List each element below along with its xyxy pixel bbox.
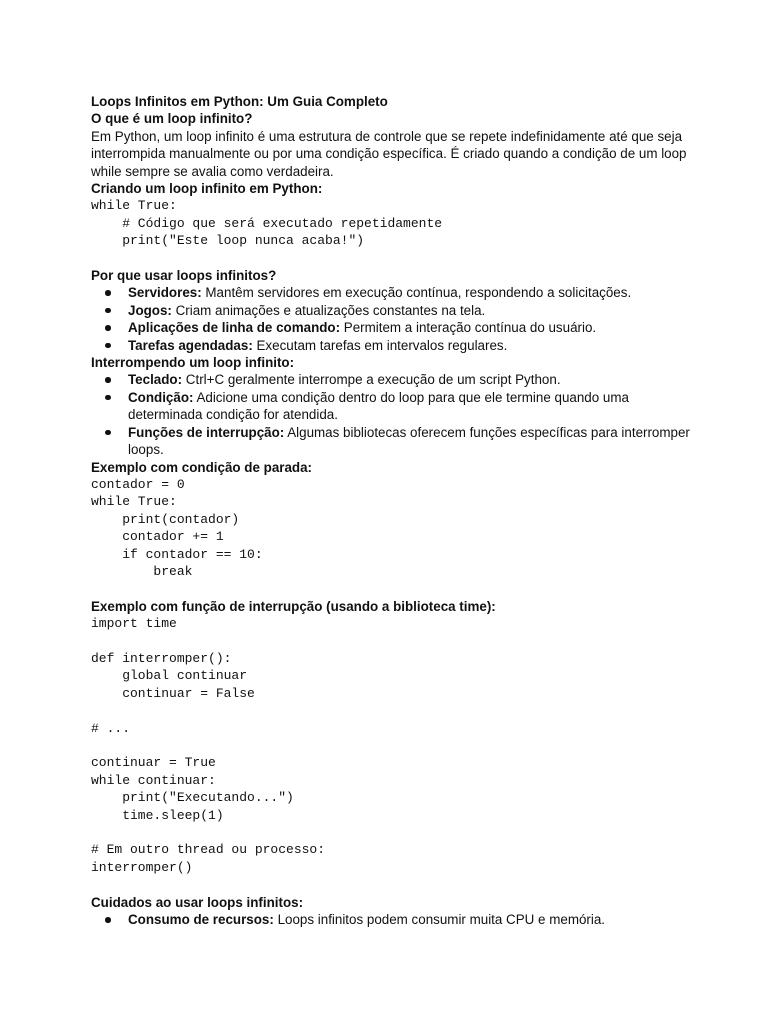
list-item [91,302,691,319]
heading-creating: Criando um loop infinito em Python: [91,181,323,197]
list-why [91,284,691,354]
item-text: Loops infinitos podem consumir muita CPU e memória. [273,912,606,928]
bullet-icon [105,917,111,923]
spacer [91,876,691,893]
bullet-icon [105,377,111,383]
list-item [91,319,691,336]
bullet-icon [105,395,111,401]
heading-example-stop: Exemplo com condição de parada: [91,459,313,475]
list-item [91,371,691,388]
heading-example-interrupt: Exemplo com função de interrupção (usando a biblioteca time): [91,598,496,614]
item-term: Tarefas agendadas: [128,337,253,353]
code-block-example-stop: contador = 0 while True: print(contador) contador += 1 if contador == 10: break [91,476,263,579]
item-text: Permitem a interação contínua do usuário. [340,320,597,336]
spacer [91,580,691,597]
bullet-icon [105,343,111,349]
item-term: Consumo de recursos: [128,912,274,928]
heading-what-is: O que é um loop infinito? [91,111,253,127]
bullet-icon [105,308,111,314]
item-text: Ctrl+C geralmente interrompe a execução de um script Python. [182,372,561,388]
document-page [91,93,691,928]
list-item [91,911,691,928]
item-term: Condição: [128,389,194,405]
bullet-icon [105,290,111,296]
item-term: Aplicações de linha de comando: [128,320,341,336]
code-block-example-interrupt: import time def interromper(): global continuar continuar = False # ... continuar = True while continuar: print("Executando...") time.sleep(1) # Em outro thread ou processo: interromper() [91,616,326,875]
list-care [91,911,691,928]
item-text: Mantêm servidores em execução contínua, respondendo a solicitações. [201,285,632,301]
list-item [91,337,691,354]
code-block-creating: while True: # Código que será executado repetidamente print("Este loop nunca acaba!") [91,198,443,249]
list-item [91,424,691,459]
list-item [91,284,691,301]
heading-care: Cuidados ao usar loops infinitos: [91,894,304,910]
list-item [91,389,691,424]
item-text: Criam animações e atualizações constantes na tela. [171,302,486,318]
item-text: Adicione uma condição dentro do loop para que ele termine quando uma determinada condição for atendida. [128,389,629,423]
item-text: Algumas bibliotecas oferecem funções específicas para interromper loops. [128,424,690,458]
bullet-icon [105,430,111,436]
paragraph-what-is: Em Python, um loop infinito é uma estrutura de controle que se repete indefinidamente até que seja interrompida manualmente ou por uma condição específica. É criado quando a condição de um loop while sempre se avalia como verdadeira. [91,128,687,179]
item-term: Jogos: [128,302,172,318]
spacer [91,250,691,267]
item-term: Funções de interrupção: [128,424,285,440]
item-term: Servidores: [128,285,202,301]
heading-interrupting: Interrompendo um loop infinito: [91,355,295,371]
item-term: Teclado: [128,372,183,388]
bullet-icon [105,325,111,331]
item-text: Executam tarefas em intervalos regulares. [252,337,508,353]
heading-why: Por que usar loops infinitos? [91,268,277,284]
list-interrupting [91,371,691,458]
document-title: Loops Infinitos em Python: Um Guia Completo [91,94,388,109]
